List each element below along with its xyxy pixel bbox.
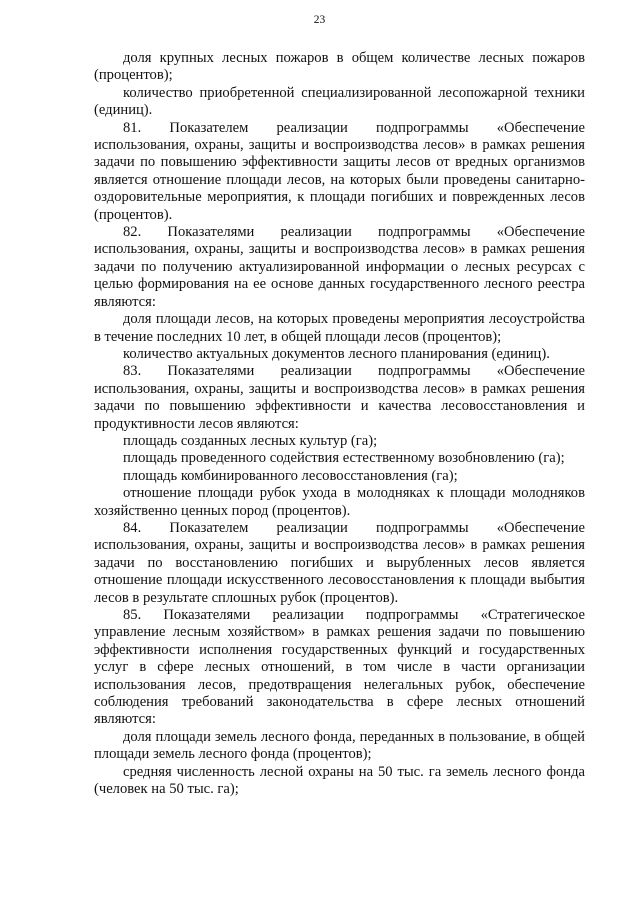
document-body bbox=[94, 50, 585, 798]
paragraph-forest-guard-staffing: средняя численность лесной охраны на 50 тыс. га земель лесного фонда (человек на 50 тыс. га); bbox=[94, 763, 585, 798]
paragraph-leased-land-share: доля площади земель лесного фонда, переданных в пользование, в общей площади земель лесного фонда (процентов); bbox=[94, 728, 585, 763]
paragraph-planning-documents: количество актуальных документов лесного планирования (единиц). bbox=[123, 345, 550, 362]
paragraph-forest-crops-area: площадь созданных лесных культур (га); bbox=[123, 432, 378, 449]
paragraph-item-81: 81. Показателем реализации подпрограммы «Обеспечение использования, охраны, защиты и воспроизводства лесов» в рамках решения задачи по повышению эффективности защиты лесов от вредных организмов является отношение площади лесов, на которых были проведены санитарно-оздоровительные мероприятия, к площади погибших и поврежденных лесов (процентов). bbox=[94, 119, 585, 223]
paragraph-thinning-ratio: отношение площади рубок ухода в молодняках к площади молодняков хозяйственно ценных пород (процентов). bbox=[94, 485, 585, 519]
paragraph-forest-management-share: доля площади лесов, на которых проведены мероприятия лесоустройства в течение последних 10 лет, в общей площади лесов (процентов); bbox=[94, 311, 585, 345]
paragraph-item-83: 83. Показателями реализации подпрограммы «Обеспечение использования, охраны, защиты и воспроизводства лесов» в рамках решения задачи по повышению эффективности и качества лесовосстановления и продуктивности лесов являются: bbox=[94, 363, 585, 432]
paragraph-item-84: 84. Показателем реализации подпрограммы «Обеспечение использования, охраны, защиты и воспроизводства лесов» в рамках решения задачи по восстановлению погибших и вырубленных лесов является отношение площади искусственного лесовосстановления к площади выбытия лесов в результате сплошных рубок (процентов). bbox=[94, 519, 585, 606]
paragraph-large-fires-share: доля крупных лесных пожаров в общем количестве лесных пожаров (процентов); bbox=[94, 50, 585, 84]
paragraph-item-85: 85. Показателями реализации подпрограммы «Стратегическое управление лесным хозяйством» в рамках решения задачи по повышению эффективности исполнения государственных функций и государственных услуг в сфере лесных отношений, в том числе в части организации использования лесов, предотвращения нелегальных рубок, обеспечение соблюдения требований законодательства в сфере лесных отношений являются: bbox=[94, 607, 585, 728]
page-number: 23 bbox=[313, 14, 326, 26]
paragraph-natural-renewal-area: площадь проведенного содействия естественному возобновлению (га); bbox=[123, 450, 565, 467]
paragraph-item-82: 82. Показателями реализации подпрограммы «Обеспечение использования, охраны, защиты и воспроизводства лесов» в рамках решения задачи по получению актуализированной информации о лесных ресурсах с целью формирования на ее основе данных государственного лесного реестра являются: bbox=[94, 224, 585, 310]
paragraph-firefighting-equipment: количество приобретенной специализированной лесопожарной техники (единиц). bbox=[94, 84, 585, 119]
paragraph-combined-restoration-area: площадь комбинированного лесовосстановления (га); bbox=[123, 467, 458, 484]
